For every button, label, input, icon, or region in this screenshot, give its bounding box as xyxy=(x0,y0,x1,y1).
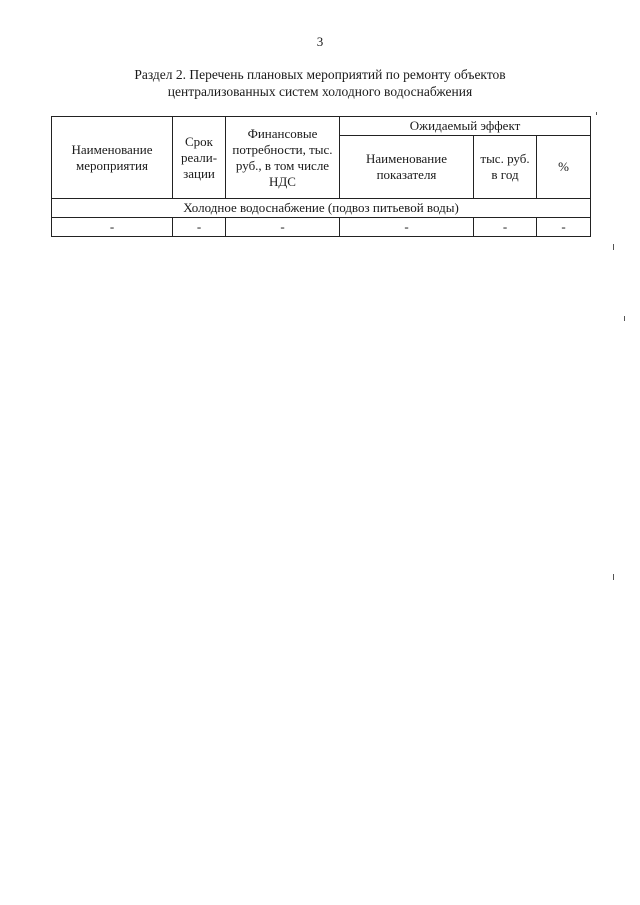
section-title-line-2: централизованных систем холодного водоснабжения xyxy=(167,84,473,99)
header-indicator-name: Наименование показателя xyxy=(340,136,474,199)
scan-artifact xyxy=(624,316,625,321)
planned-measures-table xyxy=(51,116,591,237)
scan-artifact xyxy=(613,244,614,250)
cell-term: - xyxy=(173,218,226,237)
cell-rub-per-year: - xyxy=(474,218,537,237)
cell-measure-name: - xyxy=(52,218,173,237)
header-term: Срок реали-зации xyxy=(173,117,226,199)
header-finance: Финансовые потребности, тыс. руб., в том числе НДС xyxy=(226,117,340,199)
section-row-cold-water: Холодное водоснабжение (подвоз питьевой воды) xyxy=(52,199,591,218)
cell-finance: - xyxy=(226,218,340,237)
scan-artifact xyxy=(613,574,614,580)
table-row xyxy=(52,218,591,237)
header-expected-effect: Ожидаемый эффект xyxy=(340,117,591,136)
section-title xyxy=(60,66,580,100)
page-number: 3 xyxy=(316,34,324,49)
cell-indicator-name: - xyxy=(340,218,474,237)
cell-percent: - xyxy=(537,218,591,237)
header-measure-name: Наименование мероприятия xyxy=(52,117,173,199)
header-rub-per-year: тыс. руб. в год xyxy=(474,136,537,199)
section-title-line-1: Раздел 2. Перечень плановых мероприятий по ремонту объектов xyxy=(134,67,506,82)
scan-artifact xyxy=(596,112,597,115)
header-percent: % xyxy=(537,136,591,199)
